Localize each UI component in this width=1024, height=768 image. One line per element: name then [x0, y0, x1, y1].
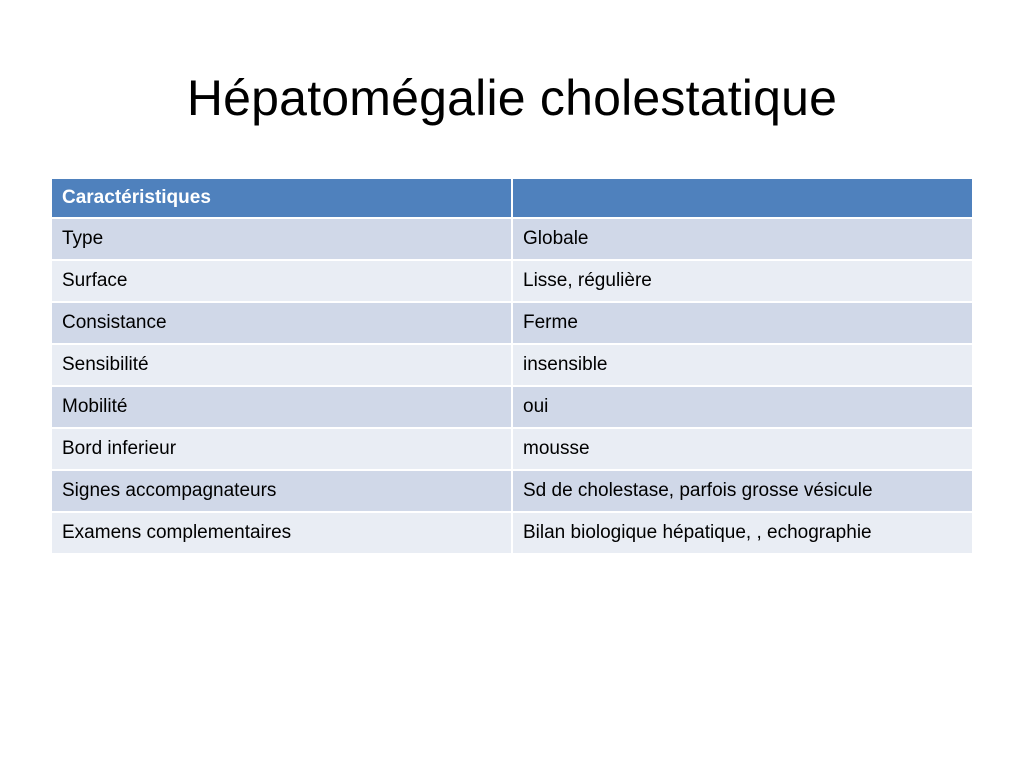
row-value: Lisse, régulière [512, 260, 972, 302]
row-label: Consistance [52, 302, 512, 344]
table-row [52, 260, 972, 302]
table-row [52, 344, 972, 386]
header-value [512, 179, 972, 218]
row-label: Type [52, 218, 512, 260]
row-value: Ferme [512, 302, 972, 344]
row-label: Sensibilité [52, 344, 512, 386]
header-characteristics: Caractéristiques [52, 179, 512, 218]
row-label: Signes accompagnateurs [52, 470, 512, 512]
row-value: oui [512, 386, 972, 428]
table-row [52, 428, 972, 470]
row-label: Mobilité [52, 386, 512, 428]
table-header-row [52, 179, 972, 218]
table-row [52, 470, 972, 512]
row-label: Examens complementaires [52, 512, 512, 554]
row-value: insensible [512, 344, 972, 386]
row-label: Surface [52, 260, 512, 302]
row-value: Bilan biologique hépatique, , echographie [512, 512, 972, 554]
table-row [52, 218, 972, 260]
table-row [52, 386, 972, 428]
row-value: mousse [512, 428, 972, 470]
characteristics-table [52, 179, 972, 555]
slide-title: Hépatomégalie cholestatique [186, 70, 838, 126]
table-row [52, 302, 972, 344]
table-row [52, 512, 972, 554]
row-label: Bord inferieur [52, 428, 512, 470]
row-value: Sd de cholestase, parfois grosse vésicule [512, 470, 972, 512]
row-value: Globale [512, 218, 972, 260]
